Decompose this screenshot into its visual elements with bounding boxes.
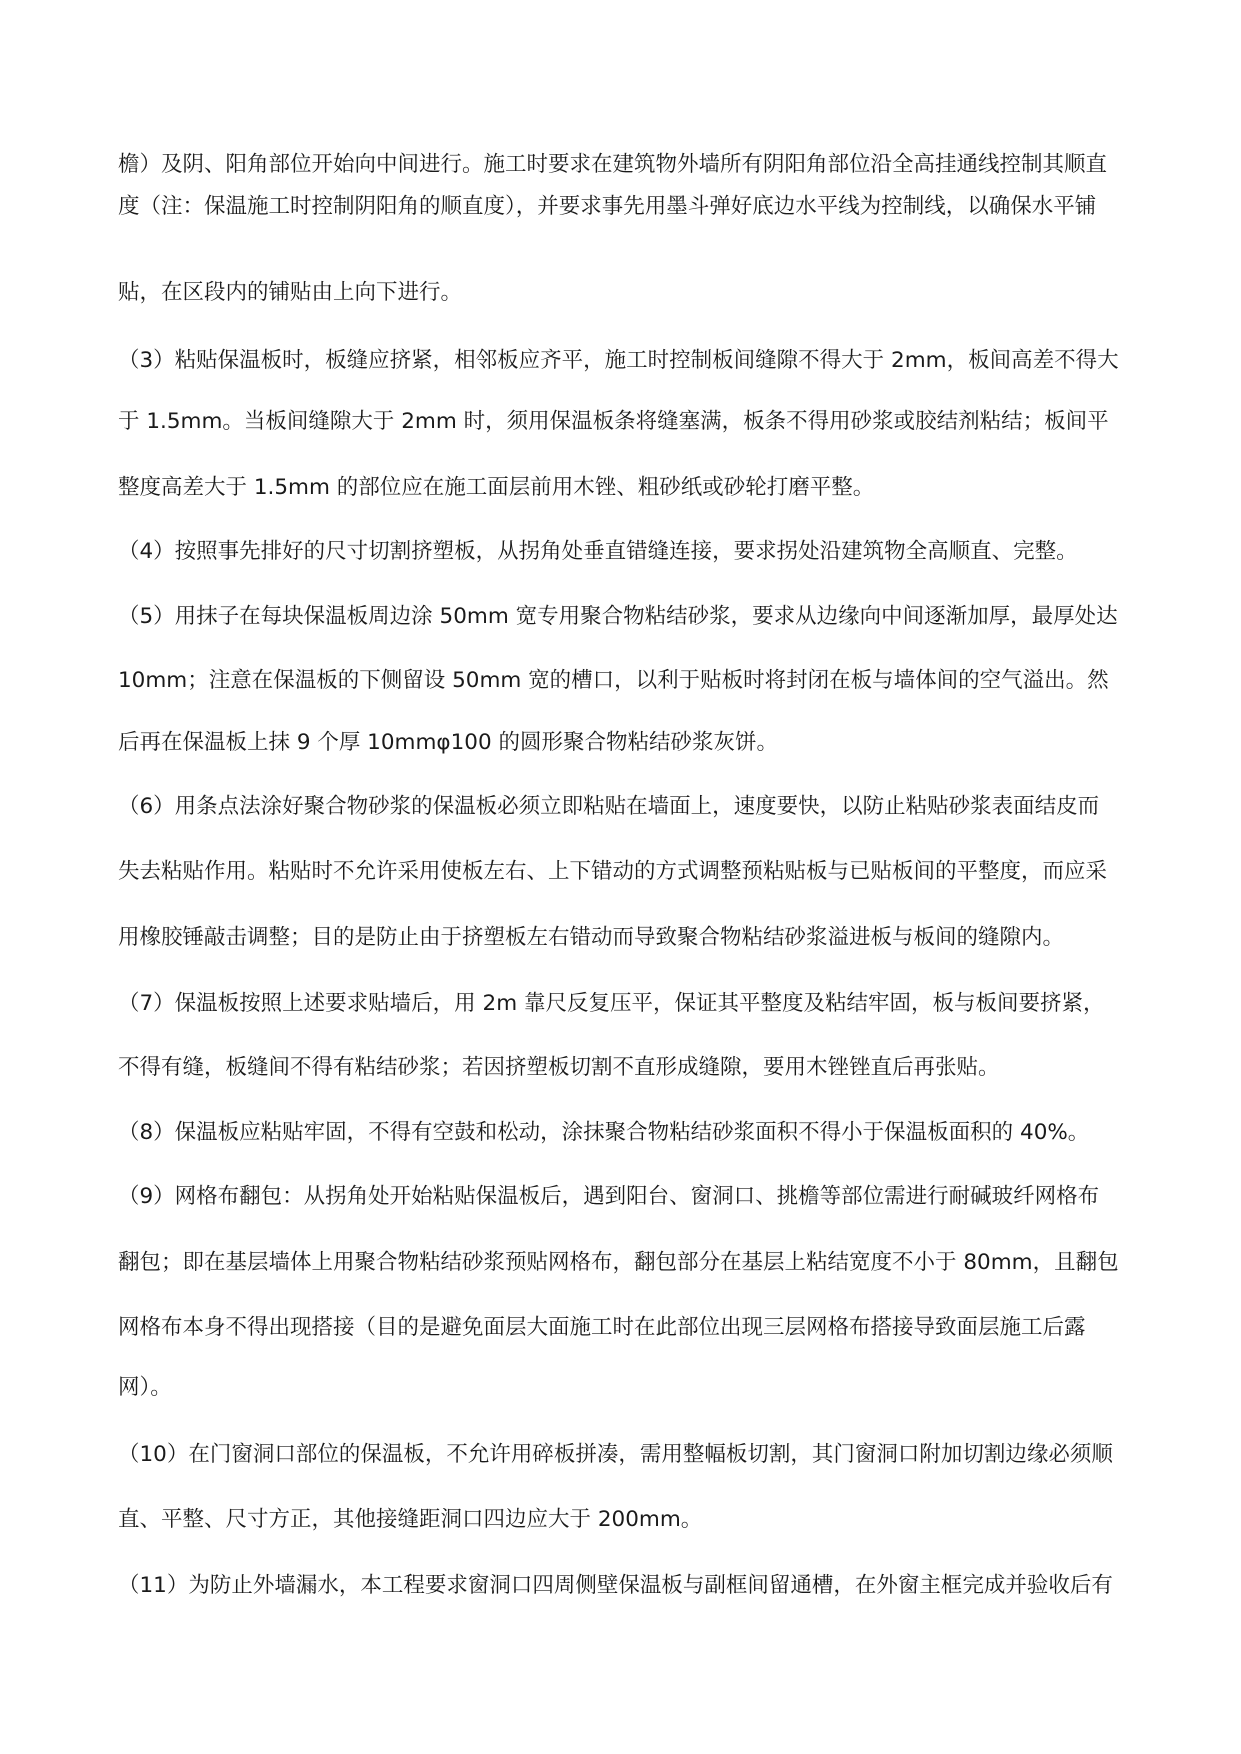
text-line: 不得有缝，板缝间不得有粘结砂浆；若因挤塑板切割不直形成缝隙，要用木锉锉直后再张贴。 [118, 1055, 1000, 1080]
text-line: （11）为防止外墙漏水，本工程要求窗洞口四周侧壁保温板与副框间留通槽，在外窗主框完成并验收后有 [118, 1573, 1113, 1598]
text-line: 后再在保温板上抹 9 个厚 10mmφ100 的圆形聚合物粘结砂浆灰饼。 [118, 730, 778, 755]
text-line: 贴，在区段内的铺贴由上向下进行。 [118, 280, 463, 305]
text-line: 网格布本身不得出现搭接（目的是避免面层大面施工时在此部位出现三层网格布搭接导致面层施工后露 [118, 1315, 1086, 1340]
text-line: （10）在门窗洞口部位的保温板，不允许用碎板拼凑，需用整幅板切割，其门窗洞口附加切割边缘必须顺 [118, 1442, 1113, 1467]
text-line: 翻包；即在基层墙体上用聚合物粘结砂浆预贴网格布，翻包部分在基层上粘结宽度不小于 80mm，且翻包 [118, 1250, 1119, 1275]
text-line: （3）粘贴保温板时，板缝应挤紧，相邻板应齐平，施工时控制板间缝隙不得大于 2mm，板间高差不得大 [118, 348, 1119, 373]
text-line: 10mm；注意在保温板的下侧留设 50mm 宽的槽口，以利于贴板时将封闭在板与墙体间的空气溢出。然 [118, 668, 1109, 693]
text-line: 失去粘贴作用。粘贴时不允许采用使板左右、上下错动的方式调整预粘贴板与已贴板间的平整度，而应采 [118, 859, 1108, 884]
text-line: 度（注：保温施工时控制阴阳角的顺直度），并要求事先用墨斗弹好底边水平线为控制线，以确保水平铺 [118, 194, 1097, 219]
text-line: 檐）及阴、阳角部位开始向中间进行。施工时要求在建筑物外墙所有阴阳角部位沿全高挂通线控制其顺直 [118, 152, 1108, 177]
text-line: （6）用条点法涂好聚合物砂浆的保温板必须立即粘贴在墙面上，速度要快，以防止粘贴砂浆表面结皮而 [118, 794, 1100, 819]
text-line: （7）保温板按照上述要求贴墙后，用 2m 靠尺反复压平，保证其平整度及粘结牢固，板与板间要挤紧， [118, 991, 1105, 1016]
text-line: 于 1.5mm。当板间缝隙大于 2mm 时，须用保温板条将缝塞满，板条不得用砂浆或胶结剂粘结；板间平 [118, 409, 1109, 434]
text-line: （4）按照事先排好的尺寸切割挤塑板，从拐角处垂直错缝连接，要求拐处沿建筑物全高顺直、完整。 [118, 539, 1078, 564]
text-line: 用橡胶锤敲击调整；目的是防止由于挤塑板左右错动而导致聚合物粘结砂浆溢进板与板间的缝隙内。 [118, 925, 1065, 950]
text-line: （5）用抹子在每块保温板周边涂 50mm 宽专用聚合物粘结砂浆，要求从边缘向中间逐渐加厚，最厚处达 [118, 604, 1118, 629]
text-line: 网）。 [118, 1375, 172, 1400]
text-line: （9）网格布翻包：从拐角处开始粘贴保温板后，遇到阳台、窗洞口、挑檐等部位需进行耐碱玻纤网格布 [118, 1184, 1100, 1209]
text-line: （8）保温板应粘贴牢固，不得有空鼓和松动，涂抹聚合物粘结砂浆面积不得小于保温板面积的 40%。 [118, 1120, 1090, 1145]
text-line: 整度高差大于 1.5mm 的部位应在施工面层前用木锉、粗砂纸或砂轮打磨平整。 [118, 475, 875, 500]
text-line: 直、平整、尺寸方正，其他接缝距洞口四边应大于 200mm。 [118, 1507, 703, 1532]
